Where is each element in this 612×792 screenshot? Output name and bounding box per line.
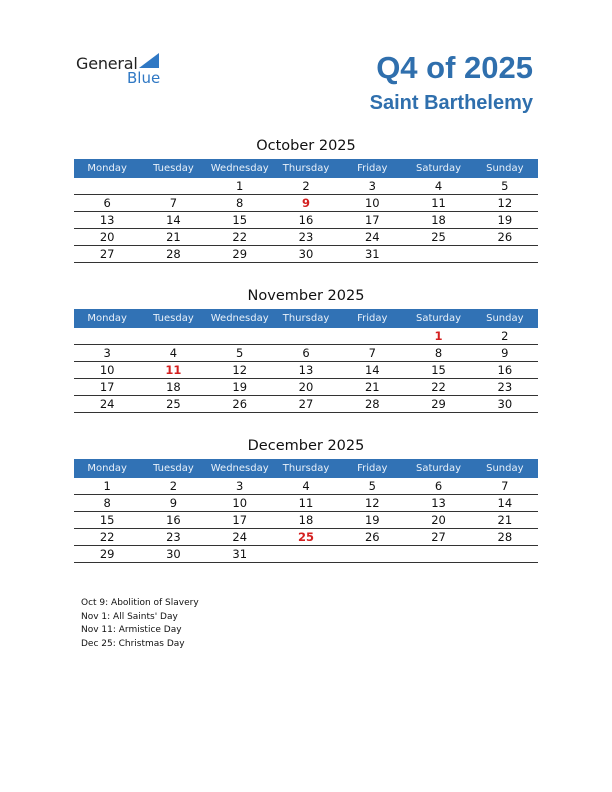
month-grid (74, 459, 538, 563)
day-cell: 23 (472, 379, 538, 396)
holiday-note: Nov 11: Armistice Day (81, 625, 182, 635)
day-cell: 3 (74, 345, 140, 362)
holiday-note: Oct 9: Abolition of Slavery (81, 598, 199, 608)
logo-triangle-icon (139, 53, 159, 68)
weekday-header: Friday (339, 309, 405, 328)
day-cell (140, 328, 206, 345)
day-cell: 6 (273, 345, 339, 362)
weekday-header: Sunday (472, 309, 538, 328)
day-cell: 28 (472, 529, 538, 546)
day-cell: 24 (74, 396, 140, 413)
day-cell: 2 (472, 328, 538, 345)
day-cell: 28 (140, 246, 206, 263)
day-cell: 24 (207, 529, 273, 546)
day-cell: 19 (207, 379, 273, 396)
weekday-header: Wednesday (207, 459, 273, 478)
holiday-note: Nov 1: All Saints' Day (81, 611, 178, 622)
week-row (74, 379, 538, 396)
day-cell (339, 546, 405, 563)
day-cell (405, 546, 471, 563)
weekday-header: Thursday (273, 459, 339, 478)
day-cell: 15 (207, 212, 273, 229)
day-cell: 22 (207, 229, 273, 246)
logo (76, 52, 176, 88)
month-title: October 2025 (256, 138, 356, 154)
week-row (74, 229, 538, 246)
week-row (74, 362, 538, 379)
day-cell: 5 (339, 478, 405, 495)
day-cell: 20 (273, 379, 339, 396)
day-cell: 7 (472, 478, 538, 495)
week-row (74, 546, 538, 563)
day-cell: 14 (472, 495, 538, 512)
day-cell: 4 (273, 478, 339, 495)
week-row (74, 495, 538, 512)
day-cell: 11 (405, 195, 471, 212)
week-row (74, 212, 538, 229)
holiday-note: Dec 25: Christmas Day (81, 638, 185, 649)
day-cell: 22 (405, 379, 471, 396)
weekday-header: Tuesday (140, 309, 206, 328)
day-cell (74, 328, 140, 345)
day-cell: 7 (339, 345, 405, 362)
day-cell: 21 (339, 379, 405, 396)
day-cell: 13 (74, 212, 140, 229)
day-cell: 21 (140, 229, 206, 246)
day-cell: 17 (207, 512, 273, 529)
weekday-header: Monday (74, 159, 140, 178)
day-cell: 26 (207, 396, 273, 413)
weekday-header: Saturday (405, 459, 471, 478)
day-cell: 29 (207, 246, 273, 263)
day-cell: 27 (405, 529, 471, 546)
day-cell: 12 (207, 362, 273, 379)
weekday-header: Thursday (273, 309, 339, 328)
day-cell: 23 (273, 229, 339, 246)
day-cell: 18 (140, 379, 206, 396)
weekday-header: Wednesday (207, 159, 273, 178)
day-cell: 10 (339, 195, 405, 212)
day-cell: 13 (405, 495, 471, 512)
day-cell: 12 (472, 195, 538, 212)
day-cell: 25 (273, 529, 339, 546)
day-cell: 22 (74, 529, 140, 546)
day-cell: 19 (339, 512, 405, 529)
day-cell (472, 246, 538, 263)
day-cell: 6 (74, 195, 140, 212)
day-cell: 26 (472, 229, 538, 246)
day-cell: 18 (273, 512, 339, 529)
day-cell: 9 (472, 345, 538, 362)
day-cell: 19 (472, 212, 538, 229)
holiday-notes (81, 597, 199, 651)
day-cell: 30 (273, 246, 339, 263)
weekday-header: Monday (74, 309, 140, 328)
week-row (74, 478, 538, 495)
day-cell (140, 178, 206, 195)
weekday-header: Saturday (405, 159, 471, 178)
month-calendar (74, 137, 538, 263)
week-row (74, 396, 538, 413)
weekday-header: Friday (339, 459, 405, 478)
day-cell: 8 (74, 495, 140, 512)
day-cell: 1 (405, 328, 471, 345)
weekday-header: Thursday (273, 159, 339, 178)
day-cell: 7 (140, 195, 206, 212)
day-cell: 14 (140, 212, 206, 229)
month-calendar (74, 287, 538, 413)
month-title: November 2025 (247, 288, 365, 304)
day-cell: 2 (140, 478, 206, 495)
day-cell: 31 (339, 246, 405, 263)
day-cell (273, 328, 339, 345)
day-cell: 4 (405, 178, 471, 195)
day-cell: 9 (273, 195, 339, 212)
day-cell: 16 (140, 512, 206, 529)
day-cell: 23 (140, 529, 206, 546)
day-cell: 2 (273, 178, 339, 195)
weekday-header: Sunday (472, 159, 538, 178)
month-grid (74, 309, 538, 413)
day-cell: 9 (140, 495, 206, 512)
weekday-header: Wednesday (207, 309, 273, 328)
weekday-header: Sunday (472, 459, 538, 478)
day-cell: 6 (405, 478, 471, 495)
day-cell: 1 (207, 178, 273, 195)
day-cell: 20 (405, 512, 471, 529)
day-cell: 29 (74, 546, 140, 563)
day-cell: 16 (273, 212, 339, 229)
day-cell: 4 (140, 345, 206, 362)
month-grid (74, 159, 538, 263)
day-cell: 24 (339, 229, 405, 246)
week-row (74, 328, 538, 345)
day-cell (339, 328, 405, 345)
week-row (74, 195, 538, 212)
day-cell: 26 (339, 529, 405, 546)
week-row (74, 246, 538, 263)
day-cell: 10 (207, 495, 273, 512)
day-cell (74, 178, 140, 195)
week-row (74, 529, 538, 546)
month-calendar (74, 437, 538, 563)
weekday-header: Monday (74, 459, 140, 478)
day-cell: 20 (74, 229, 140, 246)
day-cell: 21 (472, 512, 538, 529)
day-cell: 17 (339, 212, 405, 229)
weekday-header: Tuesday (140, 459, 206, 478)
day-cell (273, 546, 339, 563)
day-cell: 18 (405, 212, 471, 229)
page-title: Q4 of 2025 (376, 50, 533, 85)
day-cell: 12 (339, 495, 405, 512)
day-cell: 14 (339, 362, 405, 379)
day-cell (472, 546, 538, 563)
day-cell: 28 (339, 396, 405, 413)
day-cell: 8 (405, 345, 471, 362)
week-row (74, 178, 538, 195)
day-cell: 5 (207, 345, 273, 362)
week-row (74, 512, 538, 529)
day-cell: 27 (273, 396, 339, 413)
day-cell: 27 (74, 246, 140, 263)
weekday-header: Saturday (405, 309, 471, 328)
month-title: December 2025 (247, 438, 365, 454)
logo-blue-text: Blue (127, 69, 161, 87)
day-cell: 3 (207, 478, 273, 495)
weekday-header: Tuesday (140, 159, 206, 178)
day-cell (405, 246, 471, 263)
logo-general-text: General (76, 54, 138, 73)
page-subtitle: Saint Barthelemy (369, 92, 533, 114)
day-cell: 17 (74, 379, 140, 396)
day-cell: 29 (405, 396, 471, 413)
day-cell: 11 (140, 362, 206, 379)
day-cell: 25 (405, 229, 471, 246)
day-cell: 30 (140, 546, 206, 563)
day-cell: 5 (472, 178, 538, 195)
day-cell: 15 (405, 362, 471, 379)
day-cell: 30 (472, 396, 538, 413)
day-cell: 31 (207, 546, 273, 563)
day-cell: 13 (273, 362, 339, 379)
day-cell: 25 (140, 396, 206, 413)
weekday-header: Friday (339, 159, 405, 178)
day-cell: 1 (74, 478, 140, 495)
day-cell: 8 (207, 195, 273, 212)
week-row (74, 345, 538, 362)
day-cell: 11 (273, 495, 339, 512)
day-cell (207, 328, 273, 345)
day-cell: 3 (339, 178, 405, 195)
day-cell: 15 (74, 512, 140, 529)
day-cell: 16 (472, 362, 538, 379)
day-cell: 10 (74, 362, 140, 379)
